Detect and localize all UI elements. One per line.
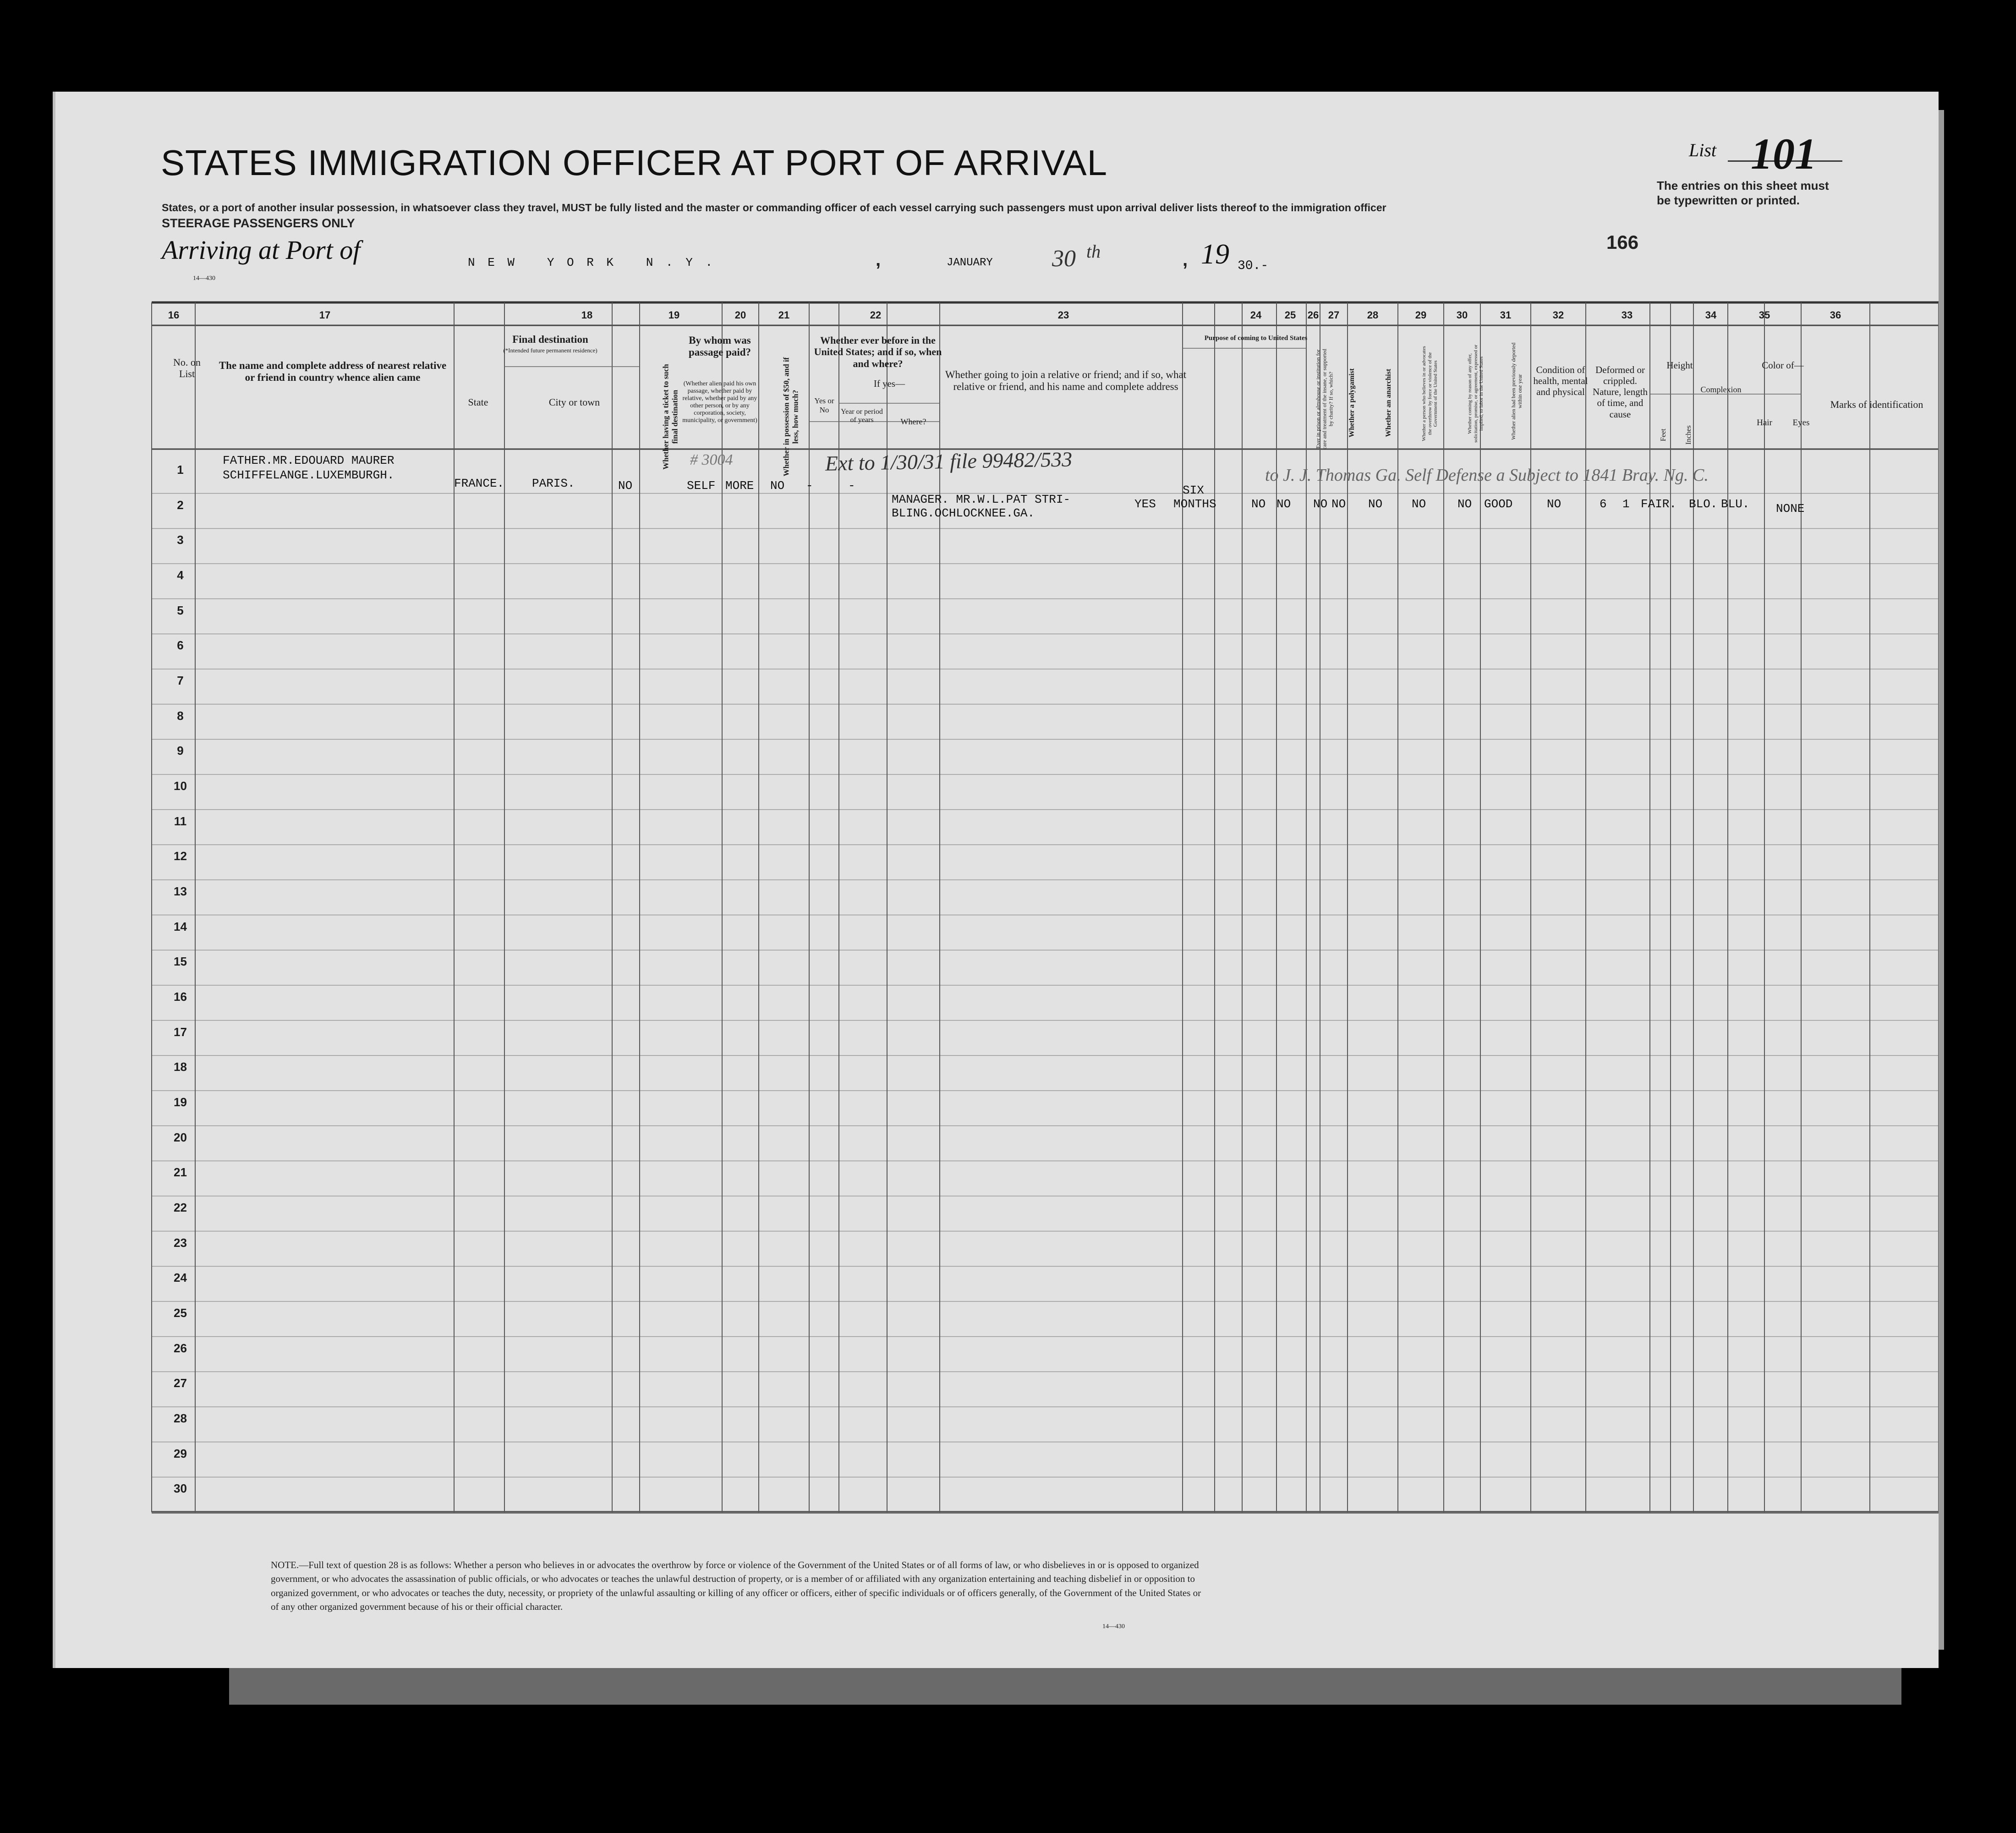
col-header-33-inches: Inches: [1684, 425, 1693, 445]
prison-value: NO: [1276, 497, 1291, 511]
row-number: 12: [174, 849, 187, 863]
row-number: 8: [177, 708, 184, 723]
year-prefix: 19: [1201, 239, 1229, 270]
list-note: The entries on this sheet must: [1657, 179, 1829, 192]
row-number: 28: [174, 1411, 187, 1425]
return-value: YES: [1134, 497, 1156, 511]
col-header-36: Marks of identification: [1830, 399, 1923, 410]
row-number: 15: [174, 955, 187, 969]
col-header-29: Whether coming by reason of any offer, solicitation, promise, or agreement, expressed or implied, to labor in the United States: [1467, 345, 1485, 443]
footnote: [271, 1558, 1205, 1614]
col-header-16: No. on List: [173, 357, 201, 380]
col-header-33-feet: Feet: [1659, 428, 1667, 441]
complexion-value: FAIR.: [1641, 497, 1677, 511]
height-inches-value: 1: [1622, 497, 1630, 511]
row-number: 14: [174, 919, 187, 933]
row-number: 25: [174, 1306, 187, 1320]
col-header-28: Whether a person who believes in or advocates the overthrow by force or violence of the Government of the United States: [1421, 346, 1439, 441]
col-number-18: 18: [581, 309, 593, 321]
col-header-33: Height: [1666, 360, 1693, 371]
col-header-26: Whether a polygamist: [1348, 368, 1356, 438]
col-number-31: 31: [1500, 309, 1512, 321]
before-us-value: NO: [770, 479, 785, 493]
col-number-33: 33: [1621, 309, 1633, 321]
row-number: 16: [174, 990, 187, 1004]
row-number: 9: [177, 744, 184, 758]
row-number: 3: [177, 533, 184, 547]
col-number-17: 17: [319, 309, 331, 321]
col-header-22-ifyes: If yes—: [873, 378, 905, 389]
footnote-label: NOTE.: [271, 1559, 299, 1570]
col-header-18-state: State: [468, 396, 488, 408]
col-number-30: 30: [1456, 309, 1468, 321]
row-number: 22: [174, 1201, 187, 1214]
join-relative-line2: BLING.OCHLOCKNEE.GA.: [892, 506, 1035, 520]
length-value-2: MONTHS: [1173, 497, 1216, 511]
row-number: 19: [174, 1095, 187, 1109]
row-number: 13: [174, 884, 187, 898]
month-value: JANUARY: [947, 257, 993, 269]
col-header-22-where: Where?: [900, 417, 926, 426]
footnote-text: —Full text of question 28 is as follows: Whether a person who believes in or advocates the overthrow by force or violence of the Government of the United States or of all forms of law, or who disbelieves in or is opposed to organized government, or who advocates the assassination of public officials, or who advocates or teaches the unlawful destruction of property, or is a member of or affiliated with any organization entertaining and teaching disbelief in or opposition to organized government, or who advocates or teaches the duty, necessity, or propriety of the unlawful assaulting or killing of any officer or officers, either of specific individuals or of officers generally, of the Government of the United States or of any other organized government because of his or their official character.: [271, 1559, 1201, 1613]
where-value: -: [848, 479, 855, 493]
handwritten-stamp-note: # 3004: [690, 451, 733, 468]
arriving-label: Arriving at Port of: [162, 235, 361, 265]
col-header-18-note: (*Intended future permanent residence): [503, 347, 597, 354]
advocates-value: NO: [1368, 497, 1383, 511]
polygamist-value: NO: [1313, 497, 1328, 511]
deformed-value: NO: [1547, 497, 1561, 511]
col-number-28: 28: [1367, 309, 1379, 321]
col-header-22-years: Year or period of years: [841, 408, 883, 424]
col-number-29: 29: [1415, 309, 1427, 321]
col-header-22: Whether ever before in the United States; and if so, when and where?: [814, 335, 942, 369]
col-number-34: 34: [1705, 309, 1717, 321]
row-number: 21: [174, 1165, 187, 1180]
col-header-23: Whether going to join a relative or friend; and if so, what relative or friend, and his name and complete address: [945, 369, 1187, 393]
row-number: 4: [177, 568, 184, 582]
col-number-25: 25: [1284, 309, 1296, 321]
header-subtitle: States, or a port of another insular possession, in whatsoever class they travel, MUST be fully listed and the master or commanding officer of each vessel carrying such passengers must upon arrival deliver lists thereof to the immigration officer: [162, 202, 1386, 214]
col-number-19: 19: [668, 309, 680, 321]
col-header-25: Ever in prison or almshouse or institution for care and treatment of the insane, or supported by charity? If so, which?: [1315, 349, 1334, 450]
comma-separator: ,: [876, 250, 881, 270]
row-number: 20: [174, 1130, 187, 1144]
col-number-36: 36: [1830, 309, 1841, 321]
col-header-27: Whether an anarchist: [1384, 368, 1392, 437]
col-number-21: 21: [778, 309, 790, 321]
row-number: 26: [174, 1341, 187, 1355]
passage-paid-value: SELF: [687, 479, 716, 493]
height-feet-value: 6: [1600, 497, 1607, 511]
col-header-20: By whom was passage paid?: [688, 335, 751, 358]
row-number: 11: [174, 814, 187, 828]
page-title: STATES IMMIGRATION OFFICER AT PORT OF ARRIVAL: [161, 143, 1108, 183]
row-number: 2: [177, 498, 184, 512]
col-header-35: Color of—: [1762, 360, 1804, 371]
col-header-30: Whether alien had been previously deported within one year: [1510, 342, 1523, 440]
col-number-16: 16: [168, 309, 180, 321]
underlying-pages: [229, 1668, 1901, 1705]
day-suffix: th: [1086, 241, 1101, 262]
col-header-20-note: (Whether alien paid his own passage, whether paid by relative, whether paid by any other person, or by any corporation, society, municipality, or government): [682, 380, 757, 424]
relative-address-line1: FATHER.MR.EDOUARD MAURER: [223, 454, 394, 467]
col-number-27: 27: [1328, 309, 1340, 321]
col-number-24: 24: [1250, 309, 1262, 321]
row-number: 6: [177, 638, 184, 653]
handwritten-remark: to J. J. Thomas Ga. Self Defense a Subject to 1841 Bray. Ng. C.: [1265, 466, 1709, 485]
row-number: 18: [174, 1060, 187, 1074]
col-number-35: 35: [1759, 309, 1770, 321]
col-number-32: 32: [1552, 309, 1564, 321]
day-value: 30: [1052, 246, 1076, 272]
col-header-32: Deformed or crippled. Nature, length of time, and cause: [1592, 364, 1648, 420]
col-header-21: Whether in possession of $50, and if less, how much?: [782, 357, 800, 477]
col-header-19: Whether having a ticket to such final destination: [661, 364, 679, 470]
anarchist-value: NO: [1331, 497, 1346, 511]
row-number: 1: [177, 463, 184, 477]
destination-state: FRANCE.: [454, 477, 504, 490]
col-number-22: 22: [870, 309, 882, 321]
row-number: 23: [174, 1235, 187, 1250]
row-number: 5: [177, 603, 184, 617]
relative-address-line2: SCHIFFELANGE.LUXEMBURGH.: [223, 468, 394, 482]
footer-form-code: 14—430: [1102, 1623, 1125, 1630]
sheet-number: 166: [1606, 231, 1639, 253]
form-grid: [55, 92, 1939, 1668]
offer-value: NO: [1412, 497, 1426, 511]
list-label: List: [1689, 140, 1717, 160]
health-value: GOOD: [1484, 497, 1513, 511]
col-header-31: Condition of health, mental and physical: [1533, 364, 1588, 398]
comma-separator-2: ,: [1183, 250, 1188, 270]
col-number-23: 23: [1057, 309, 1069, 321]
col-header-18: Final destination: [512, 334, 588, 345]
row-number: 27: [174, 1376, 187, 1390]
destination-city: PARIS.: [532, 477, 575, 490]
col-header-24: Purpose of coming to United States: [1204, 335, 1308, 342]
row-number: 29: [174, 1446, 187, 1460]
header-steerage: STEERAGE PASSENGERS ONLY: [162, 216, 355, 230]
col-number-26: 26: [1307, 309, 1319, 321]
list-note-2: be typewritten or printed.: [1657, 193, 1800, 207]
hair-value: BLO.: [1689, 497, 1718, 511]
port-value: N E W Y O R K N . Y .: [468, 256, 716, 269]
form-code: 14—430: [193, 275, 215, 282]
money-value: MORE: [725, 479, 754, 493]
handwritten-extension: Ext to 1/30/31 file 99482/533: [825, 447, 1073, 475]
row-number: 30: [174, 1482, 187, 1496]
marks-value: NONE: [1776, 502, 1805, 516]
col-header-22-yes: Yes or No: [814, 396, 834, 414]
deported-value: NO: [1457, 497, 1472, 511]
ticket-value: NO: [618, 479, 633, 493]
citizen-value: NO: [1251, 497, 1266, 511]
col-header-34: Complexion: [1700, 385, 1742, 394]
list-number: 101: [1751, 129, 1817, 178]
col-header-17: The name and complete address of nearest relative or friend in country whence alien came: [219, 360, 447, 384]
year-suffix: 30.-: [1238, 259, 1269, 273]
years-value: -: [806, 479, 813, 493]
length-value-1: SIX: [1183, 483, 1204, 497]
col-header-35-hair: Hair: [1757, 418, 1772, 428]
row-number: 10: [174, 779, 187, 793]
col-number-20: 20: [734, 309, 746, 321]
join-relative-line1: MANAGER. MR.W.L.PAT STRI-: [892, 493, 1071, 506]
manifest-sheet: [53, 92, 1939, 1668]
row-number: 24: [174, 1271, 187, 1285]
col-header-18-city: City or town: [548, 396, 600, 408]
eyes-value: BLU.: [1721, 497, 1750, 511]
col-header-35-eyes: Eyes: [1792, 418, 1810, 428]
row-number: 7: [177, 674, 184, 687]
row-number: 17: [174, 1025, 187, 1039]
